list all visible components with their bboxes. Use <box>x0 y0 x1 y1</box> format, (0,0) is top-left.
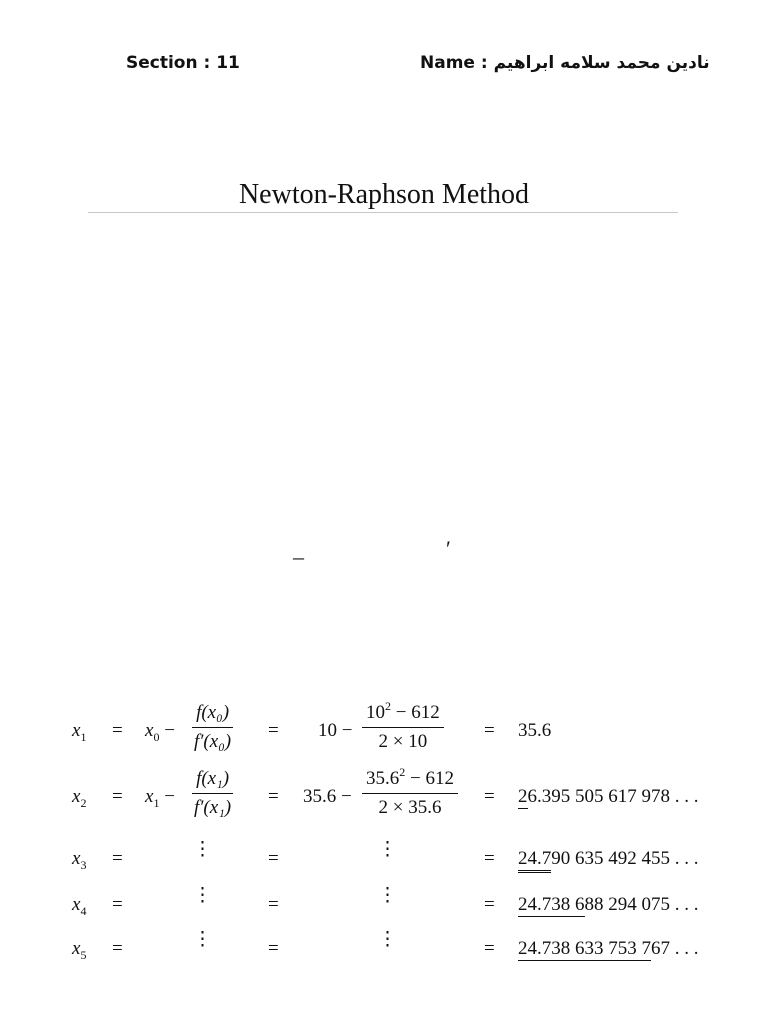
iteration-result: 24.738 688 294 075 . . . <box>518 894 699 915</box>
newton-step-prefix: $x_1$ − <box>145 786 175 810</box>
lhs: $x_3$ <box>72 848 87 872</box>
newton-fraction: $\frac{\text{f(x₀)}}{\text{f′(x₀)}}$ <box>194 702 232 752</box>
iteration-result: 24.790 635 492 455 . . . <box>518 848 699 870</box>
equation-row-4 <box>0 885 768 924</box>
equation-row-3 <box>0 839 768 878</box>
iteration-result: 26.395 505 617 978 . . . <box>518 786 699 807</box>
lhs: $x_1$ <box>72 720 87 744</box>
equals-sign: = <box>268 848 279 869</box>
vertical-ellipsis: ⋮ <box>378 929 397 950</box>
equals-sign: = <box>268 894 279 915</box>
substitution-prefix: 35.6 − <box>303 786 352 807</box>
equals-sign: = <box>484 786 495 807</box>
equals-sign: = <box>268 786 279 807</box>
equation-row-2 <box>0 765 768 828</box>
name-label: Name : <box>420 53 488 73</box>
equals-sign: = <box>484 938 495 959</box>
equals-sign: = <box>268 938 279 959</box>
equals-sign: = <box>112 848 123 869</box>
lhs: $x_2$ <box>72 786 87 810</box>
correct-digits: 24.7 <box>518 848 551 873</box>
vertical-ellipsis: ⋮ <box>378 839 397 860</box>
vertical-ellipsis: ⋮ <box>193 839 212 860</box>
correct-digits: 2 <box>518 786 528 807</box>
equation-row-1 <box>0 699 768 762</box>
newton-step-prefix: $x_0$ − <box>145 720 175 744</box>
name-value: نادين محمد سلامه ابراهيم <box>493 53 710 73</box>
newton-fraction: $\frac{\text{f(x₁)}}{\text{f′(x₁)}}$ <box>194 768 232 818</box>
substitution-prefix: 10 − <box>318 720 353 741</box>
equals-sign: = <box>112 786 123 807</box>
substitution-fraction: $\frac{35.6^2 - 612}{2 \times 35.6}$ <box>362 768 458 819</box>
correct-digits: 24.738 6 <box>518 894 585 915</box>
equals-sign: = <box>484 720 495 741</box>
equals-sign: = <box>112 720 123 741</box>
title-divider <box>88 212 678 213</box>
document-title: Newton-Raphson Method <box>238 179 530 210</box>
lhs: $x_5$ <box>72 938 87 962</box>
vertical-ellipsis: ⋮ <box>378 885 397 906</box>
equals-sign: = <box>112 938 123 959</box>
stray-dash: – <box>293 544 304 569</box>
student-name <box>420 52 710 74</box>
equals-sign: = <box>268 720 279 741</box>
vertical-ellipsis: ⋮ <box>193 885 212 906</box>
lhs: $x_4$ <box>72 894 87 918</box>
equals-sign: = <box>484 848 495 869</box>
correct-digits: 24.738 633 753 7 <box>518 938 651 959</box>
substitution-fraction: $\frac{10^2 - 612}{2 \times 10}$ <box>362 702 444 753</box>
section-label: Section : 11 <box>126 53 240 73</box>
vertical-ellipsis: ⋮ <box>193 929 212 950</box>
iteration-result: 24.738 633 753 767 . . . <box>518 938 699 959</box>
equals-sign: = <box>484 894 495 915</box>
stray-prime: ′ <box>446 536 451 561</box>
equals-sign: = <box>112 894 123 915</box>
equation-row-5 <box>0 929 768 968</box>
iteration-result: 35.6 <box>518 720 552 741</box>
